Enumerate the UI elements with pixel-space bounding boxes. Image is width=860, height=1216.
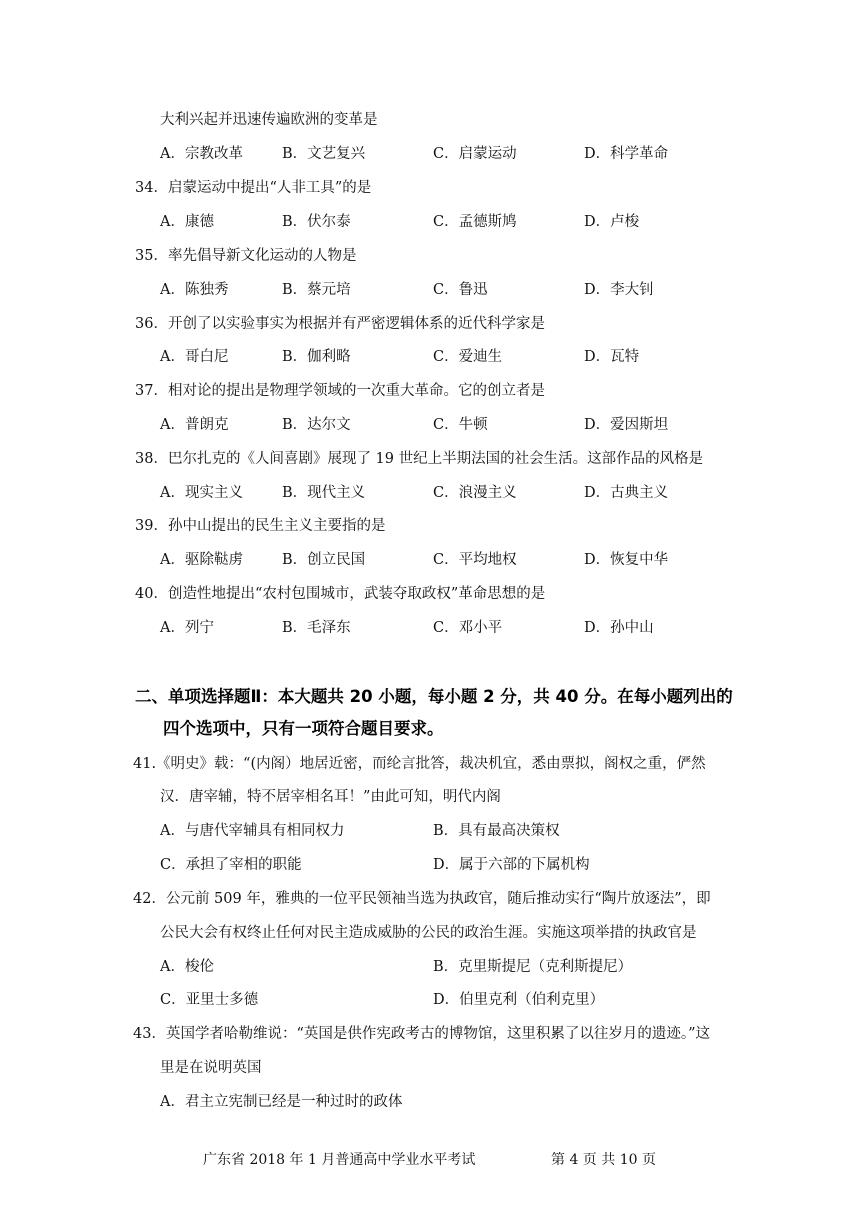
q35-option-c[interactable]: C．鲁迅 bbox=[433, 282, 488, 298]
q36-option-b[interactable]: B．伽利略 bbox=[282, 349, 351, 365]
q39-option-b[interactable]: B．创立民国 bbox=[282, 552, 366, 568]
q40-stem: 40．创造性地提出“农村包围城市，武装夺取政权”革命思想的是 bbox=[135, 586, 546, 602]
q34-option-a[interactable]: A．康德 bbox=[160, 214, 214, 230]
q41-stem: 41.《明史》载：“(内阁）地居近密，而纶言批答，裁决机宜，悉由票拟，阁权之重，俨然 bbox=[133, 756, 706, 772]
q33-option-c[interactable]: C．启蒙运动 bbox=[433, 146, 517, 162]
q41-option-c[interactable]: C．承担了宰相的职能 bbox=[160, 857, 302, 873]
q38-option-a[interactable]: A．现实主义 bbox=[160, 485, 243, 501]
q40-option-a[interactable]: A．列宁 bbox=[160, 620, 214, 636]
q42-stem: 42．公元前 509 年，雅典的一位平民领袖当选为执政官，随后推动实行“陶片放逐法”，即 bbox=[133, 891, 711, 907]
q38-option-b[interactable]: B．现代主义 bbox=[282, 485, 366, 501]
q39-stem: 39．孙中山提出的民生主义主要指的是 bbox=[135, 518, 386, 534]
q40-option-b[interactable]: B．毛泽东 bbox=[282, 620, 351, 636]
q37-option-d[interactable]: D．爱因斯坦 bbox=[584, 417, 669, 433]
q35-option-b[interactable]: B．蔡元培 bbox=[282, 282, 351, 298]
q41-option-b[interactable]: B．具有最高决策权 bbox=[433, 823, 560, 839]
q40-option-c[interactable]: C．邓小平 bbox=[433, 620, 503, 636]
q42-option-d[interactable]: D．伯里克利（伯利克里） bbox=[433, 992, 605, 1008]
q38-stem: 38．巴尔扎克的《人间喜剧》展现了 19 世纪上半期法国的社会生活。这部作品的风格是 bbox=[135, 451, 704, 467]
q42-option-c[interactable]: C．亚里士多德 bbox=[160, 992, 259, 1008]
q34-stem: 34．启蒙运动中提出“人非工具”的是 bbox=[135, 180, 372, 196]
q36-option-c[interactable]: C．爱迪生 bbox=[433, 349, 503, 365]
q43-stem: 43．英国学者哈勒维说：“英国是供作宪政考古的博物馆，这里积累了以往岁月的遗迹。”这 bbox=[133, 1026, 711, 1042]
q41-stem-cont: 汉．唐宰辅，特不居宰相名耳！”由此可知，明代内阁 bbox=[160, 789, 501, 805]
q39-option-c[interactable]: C．平均地权 bbox=[433, 552, 517, 568]
q39-option-d[interactable]: D．恢复中华 bbox=[584, 552, 669, 568]
q37-stem: 37．相对论的提出是物理学领域的一次重大革命。它的创立者是 bbox=[135, 383, 545, 399]
q39-option-a[interactable]: A．驱除鞑虏 bbox=[160, 552, 243, 568]
q33-option-d[interactable]: D．科学革命 bbox=[584, 146, 669, 162]
q34-option-b[interactable]: B．伏尔泰 bbox=[282, 214, 351, 230]
exam-title-footer: 广东省 2018 年 1 月普通高中学业水平考试 bbox=[203, 1152, 476, 1168]
q43-stem-cont: 里是在说明英国 bbox=[160, 1060, 262, 1076]
q37-option-a[interactable]: A．普朗克 bbox=[160, 417, 229, 433]
q34-option-d[interactable]: D．卢梭 bbox=[584, 214, 640, 230]
q41-option-a[interactable]: A．与唐代宰辅具有相同权力 bbox=[160, 823, 345, 839]
q40-option-d[interactable]: D．孙中山 bbox=[584, 620, 654, 636]
q38-option-d[interactable]: D．古典主义 bbox=[584, 485, 669, 501]
q43-option-a[interactable]: A．君主立宪制已经是一种过时的政体 bbox=[160, 1094, 403, 1110]
q37-option-b[interactable]: B．达尔文 bbox=[282, 417, 351, 433]
q42-option-b[interactable]: B．克里斯提尼（克利斯提尼） bbox=[433, 959, 633, 975]
page-number: 第 4 页 共 10 页 bbox=[551, 1152, 656, 1168]
q33-stem-tail: 大利兴起并迅速传遍欧洲的变革是 bbox=[160, 112, 378, 128]
q34-option-c[interactable]: C．孟德斯鸠 bbox=[433, 214, 517, 230]
q35-option-a[interactable]: A．陈独秀 bbox=[160, 282, 229, 298]
q42-stem-cont: 公民大会有权终止任何对民主造成威胁的公民的政治生涯。实施这项举措的执政官是 bbox=[160, 925, 697, 941]
q37-option-c[interactable]: C．牛顿 bbox=[433, 417, 488, 433]
q38-option-c[interactable]: C．浪漫主义 bbox=[433, 485, 517, 501]
q35-option-d[interactable]: D．李大钊 bbox=[584, 282, 654, 298]
q36-option-a[interactable]: A．哥白尼 bbox=[160, 349, 229, 365]
q41-option-d[interactable]: D．属于六部的下属机构 bbox=[433, 857, 590, 873]
q33-option-a[interactable]: A．宗教改革 bbox=[160, 146, 243, 162]
q42-option-a[interactable]: A．梭伦 bbox=[160, 959, 214, 975]
q36-option-d[interactable]: D．瓦特 bbox=[584, 349, 640, 365]
q33-option-b[interactable]: B．文艺复兴 bbox=[282, 146, 366, 162]
section-heading-cont: 四个选项中，只有一项符合题目要求。 bbox=[163, 719, 444, 738]
section-heading: 二、单项选择题Ⅱ：本大题共 20 小题，每小题 2 分，共 40 分。在每小题列出的 bbox=[135, 687, 733, 706]
q35-stem: 35．率先倡导新文化运动的人物是 bbox=[135, 248, 357, 264]
q36-stem: 36．开创了以实验事实为根据并有严密逻辑体系的近代科学家是 bbox=[135, 316, 545, 332]
